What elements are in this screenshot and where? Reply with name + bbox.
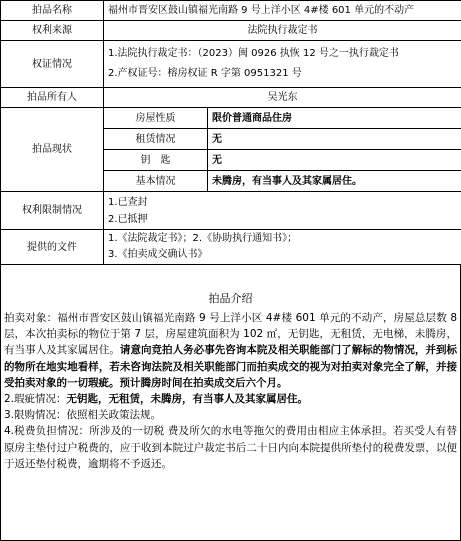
status-label: 拍品现状: [1, 108, 104, 192]
row-item-name: [1, 1, 461, 21]
owner-label: 拍品所有人: [1, 88, 104, 108]
restriction-line-2: 2.已抵押: [108, 213, 148, 225]
documents-line-1: 1.《法院裁定书》；2.《协助执行通知书》；: [108, 233, 298, 244]
documents-value: [104, 230, 461, 265]
row-rights-cert: [1, 41, 461, 88]
status-basic-label: 基本情况: [104, 171, 208, 192]
intro-paragraph-2: [4, 391, 457, 407]
intro-p2-text: 2.瑕疵情况：: [4, 393, 67, 406]
row-owner: [1, 88, 461, 108]
status-lease-label: 租赁情况: [104, 129, 208, 150]
status-nature-label: 房屋性质: [104, 108, 208, 129]
intro-paragraph-4: 4.税费负担情况：所涉及的一切税 费及所欠的水电等拖欠的费用由相应主体承担。若买受人有替原房主垫付过户税费的，应于收到本院过户裁定书后二十日内向本院提供所垫付的税费发票，以便于返还垫付税费，逾期将不予返还。: [4, 425, 457, 470]
restriction-label: 权利限制情况: [1, 192, 104, 230]
status-key-value: 无: [208, 150, 461, 171]
restriction-value: [104, 192, 461, 230]
row-rights-source: [1, 21, 461, 41]
rights-source-value: 法院执行裁定书: [104, 21, 461, 41]
intro-p1-bold-text: 请意向竞拍人务必事先咨询本院及相关职能部门了解标的物情况，并到标的物所在地实地看样，若未咨询法院及相关职能部门而拍卖成交的视为对拍卖对象完全了解，并接受拍卖对象的一切瑕疵。预计腾房时间在拍卖成交后六个月。: [4, 344, 458, 389]
row-documents: [1, 230, 461, 265]
status-key-label: 钥 匙: [104, 150, 208, 171]
documents-line-2: 3.《拍卖成交确认书》: [108, 249, 208, 260]
status-basic-value: 未腾房，有当事人及其家属居住。: [208, 171, 461, 192]
item-name-label: 拍品名称: [1, 1, 104, 21]
intro-body: [4, 310, 457, 472]
rights-cert-line-1: 1.法院执行裁定书：（2023）闽 0926 执恢 12 号之一执行裁定书: [108, 48, 399, 59]
intro-p1-text: 拍卖对象：福州市晋安区鼓山镇福光南路 9 号上洋小区 4#楼 601 单元的不动产，房屋总层数 8 层，本次拍卖标的物位于第 7 层，房屋建筑面积为 102 ㎡，无钥匙，无租赁，无电梯，未腾房，有当事人及其家属居住。: [4, 312, 457, 357]
owner-value: 吴光东: [104, 88, 461, 108]
restriction-line-1: 1.已查封: [108, 196, 148, 208]
rights-cert-label: 权证情况: [1, 41, 104, 88]
rights-cert-line-2: 2.产权证号：榕房权证 R 字第 0951321 号: [108, 68, 302, 79]
intro-p2-bold-text: 无钥匙，无租赁，未腾房，有当事人及其家属居住。: [66, 393, 309, 406]
status-nature-value: 限价普通商品住房: [208, 108, 461, 129]
intro-title: 拍品介绍: [208, 292, 253, 305]
intro-paragraph-3: 3.限购情况：依照相关政策法规。: [4, 409, 162, 422]
intro-paragraph-1: [4, 310, 457, 391]
auction-info-table: [0, 0, 461, 265]
item-name-value: 福州市晋安区鼓山镇福光南路 9 号上洋小区 4#楼 601 单元的不动产: [104, 1, 461, 21]
item-intro-section: [0, 264, 461, 541]
status-lease-value: 无: [208, 129, 461, 150]
documents-label: 提供的文件: [1, 230, 104, 265]
rights-cert-value: [104, 41, 461, 88]
row-status-nature: [1, 108, 461, 129]
rights-source-label: 权利来源: [1, 21, 104, 41]
row-restriction: [1, 192, 461, 230]
